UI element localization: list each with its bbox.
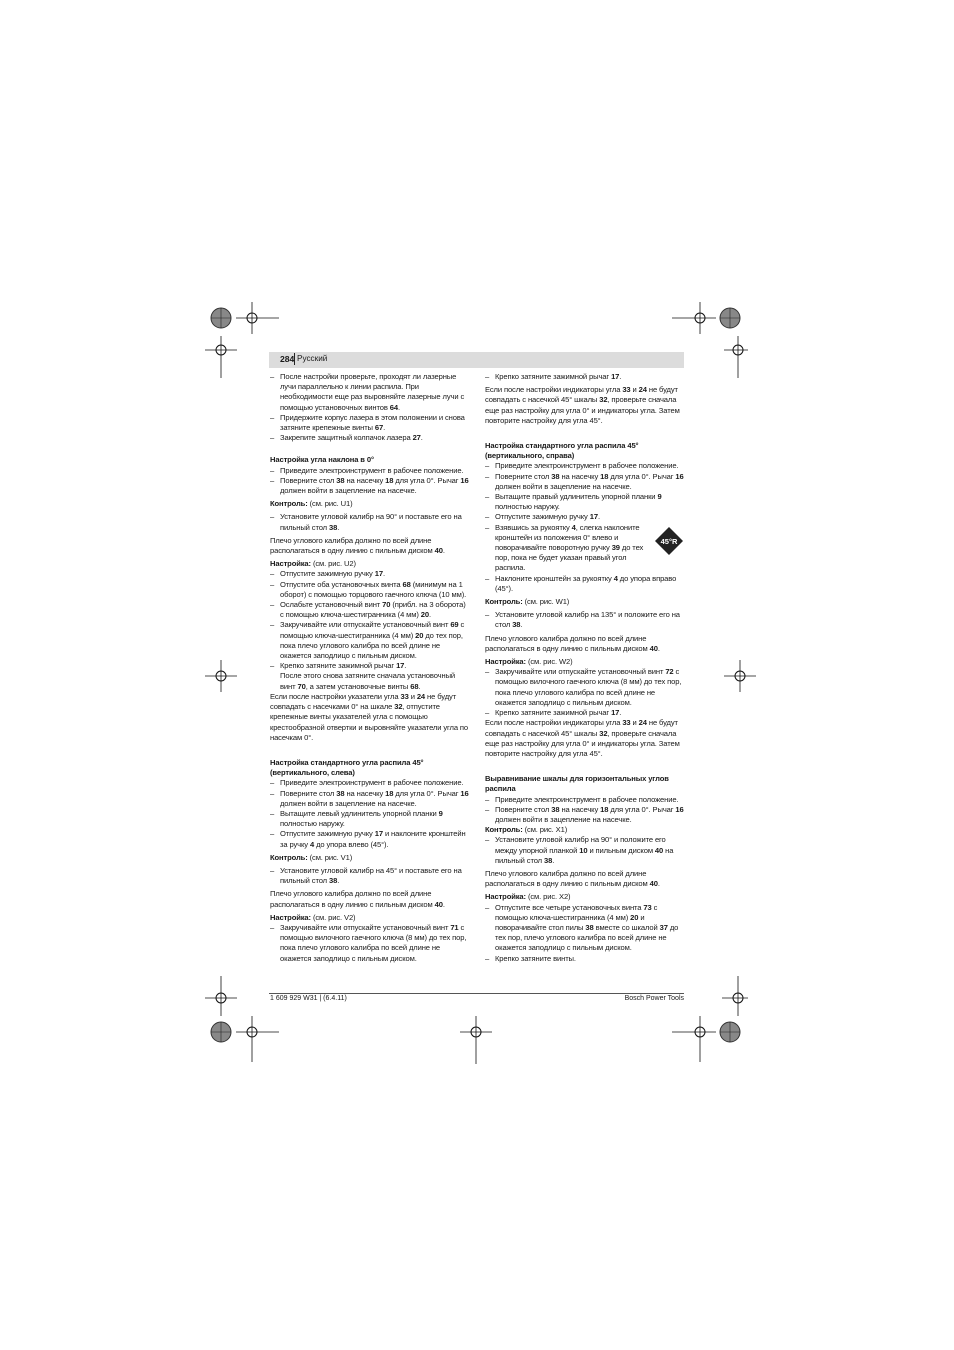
footer-divider [269,993,684,994]
list-item: – Придержите корпус лазера в этом положении и снова затяните крепежные винты 67. [270,413,469,433]
section-heading: Настройка стандартного угла распила 45° (вертикального, справа) [485,441,639,461]
control-label: Контроль: (см. рис. V1) [270,852,353,862]
list-item: – Установите угловой калибр на 90° и поставьте его на пильный стол 38. [270,512,469,532]
registration-mark-mid-right [724,660,756,692]
list-item: – Поверните стол 38 на насечку 18 для угла 0°. Рычаг 16 должен войти в зацепление на насечке. [485,472,684,492]
registration-mark-bottom-left [205,972,285,1064]
paragraph: Если после настройки индикаторы угла 33 и 24 не будут совпадать с насечкой 45° шкалы 32, проверьте сначала еще раз настройку для угла 0° и индикаторы угла. Затем повторите настройку для угла 45°. [485,385,680,425]
adjust-label: Настройка: (см. рис. U2) [270,559,356,569]
registration-mark-bottom-right [668,972,748,1064]
list-item: – Отпустите зажимную ручку 17. [270,569,469,579]
list-item-continuation: После этого снова затяните сначала установочный винт 70, а затем установочные винты 68. [280,671,456,691]
angle-45-right-badge-icon [655,527,683,555]
section-heading: Настройка стандартного угла распила 45° (вертикального, слева) [270,757,424,778]
list-item: – Вытащите левый удлинитель упорной планки 9 полностью наружу. [270,809,469,829]
footer-brand: Bosch Power Tools [624,995,684,1002]
list-item: – Приведите электроинструмент в рабочее положение. [270,778,469,788]
list-item: – Вытащите правый удлинитель упорной планки 9 полностью наружу. [485,492,684,512]
section-heading: Настройка угла наклона в 0° [270,455,374,465]
list-item: – Поверните стол 38 на насечку 18 для угла 0°. Рычаг 16 должен войти в зацепление на насечке. [270,476,469,496]
registration-mark-mid-left [205,660,237,692]
list-item: – Установите угловой калибр на 90° и положите его между упорной планкой 10 и пильным диском 40 на пильный стол 38. [485,835,684,866]
list-item: – Установите угловой калибр на 45° и поставьте его на пильный стол 38. [270,866,469,886]
header-divider [294,353,295,365]
adjust-label: Настройка: (см. рис. W2) [485,657,573,667]
list-item: – Ослабьте установочный винт 70 (прибл. на 3 оборота) с помощью ключа-шестигранника (4 мм) 20. [270,600,469,620]
list-item: – Приведите электроинструмент в рабочее положение. [485,795,684,805]
list-item: – Крепко затяните зажимной рычаг 17. [485,708,684,718]
registration-mark-top-left [205,302,285,382]
list-item: – Отпустите оба установочных винта 68 (минимум на 1 оборот) с помощью торцового гаечного ключа (10 мм). [270,580,469,600]
paragraph: Плечо углового калибра должно по всей длине располагаться в одну линию с пильным диском 40. [485,633,660,653]
section-heading: Выравнивание шкалы для горизонтальных углов распила [485,774,669,794]
right-column [485,372,684,964]
list-item: – Отпустите зажимную ручку 17. [485,512,684,522]
list-item: – Поверните стол 38 на насечку 18 для угла 0°. Рычаг 16 должен войти в зацепление на насечке. [485,805,684,825]
footer-doc-code: 1 609 929 W31 | (6.4.11) [270,995,347,1002]
control-label: Контроль: (см. рис. U1) [270,499,353,509]
control-label: Контроль: (см. рис. W1) [485,597,570,607]
badge-label: 45°R [660,537,678,546]
list-item: – Закрепите защитный колпачок лазера 27. [270,433,469,443]
adjust-label: Настройка: (см. рис. V2) [270,912,356,922]
list-item: – Крепко затяните зажимной рычаг 17. [270,661,469,671]
left-column [270,372,469,964]
registration-mark-top-right [668,302,748,382]
page-header-bar [269,352,684,368]
registration-mark-bottom-center [460,1016,492,1064]
list-item: – Приведите электроинструмент в рабочее положение. [270,466,469,476]
paragraph: Если после настройки индикаторы угла 33 и 24 не будут совпадать с насечкой 45° шкалы 32, проверьте сначала еще раз настройку для угла 0° и индикаторы угла. Затем повторите настройку для угла 45°. [485,718,680,758]
list-item: – Закручивайте или отпускайте установочный винт 71 с помощью вилочного гаечного ключа (8 мм) до тех пор, пока плечо углового калибра по всей длине не окажется заподлицо с пильным диском. [270,923,469,964]
list-item: – Закручивайте или отпускайте установочный винт 69 с помощью ключа-шестигранника (4 мм) 20 до тех пор, пока плечо углового калибра по всей длине не окажется заподлицо с пильным диском. [270,620,469,661]
list-item: – Закручивайте или отпускайте установочный винт 72 с помощью вилочного гаечного ключа (8 мм) до тех пор, пока плечо углового калибра по всей длине не окажется заподлицо с пильным диском. [485,667,684,708]
list-item: – После настройки проверьте, проходят ли лазерные лучи параллельно к линии распила. При необходимости еще раз выровняйте лазерные лучи с помощью установочных винтов 64. [270,372,469,413]
adjust-label: Настройка: (см. рис. X2) [485,892,571,902]
list-item: – Отпустите все четыре установочных винта 73 с помощью ключа-шестигранника (4 мм) 20 и поворачивайте стол пилы 38 вместе со шкалой 37 до тех пор, плечо углового калибра по всей длине не окажется заподлицо с пильным диском. [485,903,684,954]
list-item: – Приведите электроинструмент в рабочее положение. [485,461,684,471]
page-number: 284 [280,354,295,364]
header-language: Русский [297,354,328,363]
list-item: – Крепко затяните винты. [485,954,684,964]
list-item: – Наклоните кронштейн за рукоятку 4 до упора вправо (45°). [485,574,684,594]
paragraph: Если после настройки указатели угла 33 и 24 не будут совпадать с насечками 0° на шкале 32, отпустите крепежные винты указателей угла с помощью крестообразной отвертки и выровняйте указатели угла по насечкам 0°. [270,691,469,742]
paragraph: Плечо углового калибра должно по всей длине располагаться в одну линию с пильным диском 40. [485,868,660,889]
control-label: Контроль: (см. рис. X1) [485,825,568,835]
paragraph: Плечо углового калибра должно по всей длине располагаться в одну линию с пильным диском 40. [270,889,445,909]
list-item: – Взявшись за рукоятку 4, слегка наклоните кронштейн из положения 0° влево и поворачивайте поворотную ручку 39 до тех пор, пока не будет указан правый угол распила. [485,523,645,574]
list-item: – Установите угловой калибр на 135° и положите его на стол 38. [485,610,684,630]
paragraph: Плечо углового калибра должно по всей длине располагаться в одну линию с пильным диском 40. [270,535,445,556]
list-item: – Поверните стол 38 на насечку 18 для угла 0°. Рычаг 16 должен войти в зацепление на насечке. [270,789,469,809]
list-item: – Крепко затяните зажимной рычаг 17. [485,372,684,382]
list-item: – Отпустите зажимную ручку 17 и наклоните кронштейн за ручку 4 до упора влево (45°). [270,829,469,849]
